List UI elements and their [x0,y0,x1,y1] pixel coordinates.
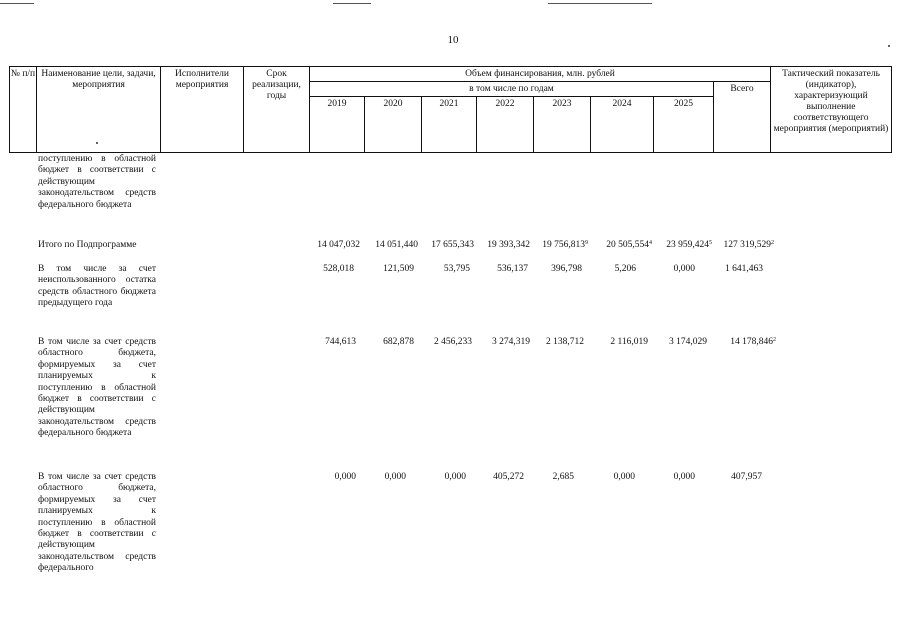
value-2022: 19 393,342 [487,240,530,250]
header-year-2024: 2024 [612,99,632,109]
value-2020: 0,000 [384,472,406,482]
scan-line [0,3,34,4]
value-2021: 0,000 [444,472,466,482]
value-2022: 3 274,319 [492,337,530,347]
scan-speck [96,142,98,144]
row-continuation-text: поступлению в областной бюджет в соответствии с действующим законодательством средств федерального бюджета [38,154,156,210]
value-2025: 0,000 [673,472,695,482]
value-total: 1 641,463 [725,264,763,274]
row-label: В том числе за счет средств областного бюджета, формируемых за счет планируемых к поступлению в областной бюджет в соответствии с действующим законодательством средств федерального бюджета [38,337,156,439]
value-2022: 405,272 [493,472,524,482]
value-2021: 53,795 [443,264,470,274]
scan-line [333,3,371,4]
header-number: № п/п [10,69,36,79]
header-name: Наименование цели, задачи, мероприятия [41,69,156,90]
value-2025: 0,000 [673,264,695,274]
value-2021: 2 456,233 [434,337,472,347]
scan-speck [888,45,890,47]
value-2020: 14 051,440 [375,240,418,250]
value-2020: 682,878 [383,337,414,347]
footnote-mark: 2 [773,337,776,343]
value-total: 407,957 [731,472,762,482]
value-2024: 20 505,554$^4$ [606,240,652,250]
footnote-mark: 5 [709,240,712,246]
header-total: Всего [730,84,754,94]
value-2023: 19 756,813$^9$ [542,240,588,250]
value-2023: 396,798 [551,264,582,274]
row-label: В том числе за счет неиспользованного остатка средств областного бюджета предыдущего года [38,264,156,309]
header-term: Срок реализации, годы [252,69,301,101]
header-year-2023: 2023 [552,99,572,109]
page-number: 10 [447,34,459,46]
value-2023: 2 138,712 [546,337,584,347]
value-2024: 2 116,019 [610,337,648,347]
value-2019: 744,613 [325,337,356,347]
footnote-mark: 2 [771,240,774,246]
value-2019: 528,018 [323,264,354,274]
header-year-2020: 2020 [383,99,403,109]
header-year-2021: 2021 [439,99,459,109]
row-label: Итого по Подпрограмме [38,240,137,250]
footnote-mark: 9 [585,240,588,246]
value-2025: 3 174,029 [669,337,707,347]
header-executors: Исполнители мероприятия [175,69,229,90]
header-indicator: Тактический показатель (индикатор), характеризующий выполнение соответствующего мероприятия (мероприятий) [773,69,889,134]
value-2019: 14 047,032 [317,240,360,250]
value-2024: 0,000 [613,472,635,482]
value-2024: 5,206 [614,264,636,274]
row-label: В том числе за счет средств областного бюджета, формируемых за счет планируемых к поступлению в областной бюджет в соответствии с действующим законодательством средств федерального [38,472,156,574]
value-2022: 536,137 [497,264,528,274]
header-funding: Объем финансирования, млн. рублей [465,69,615,79]
value-2025: 23 959,424$^5$ [666,240,712,250]
footnote-mark: 4 [649,240,652,246]
scan-line [548,3,652,4]
header-by-years: в том числе по годам [469,84,554,94]
value-2023: 2,685 [552,472,574,482]
header-year-2019: 2019 [327,99,347,109]
value-2019: 0,000 [334,472,356,482]
value-2020: 121,509 [383,264,414,274]
value-total: 14 178,846$^2$ [730,337,776,347]
header-year-2025: 2025 [674,99,693,109]
header-year-2022: 2022 [495,99,515,109]
value-total: 127 319,529$^2$ [723,240,774,250]
value-2021: 17 655,343 [431,240,474,250]
